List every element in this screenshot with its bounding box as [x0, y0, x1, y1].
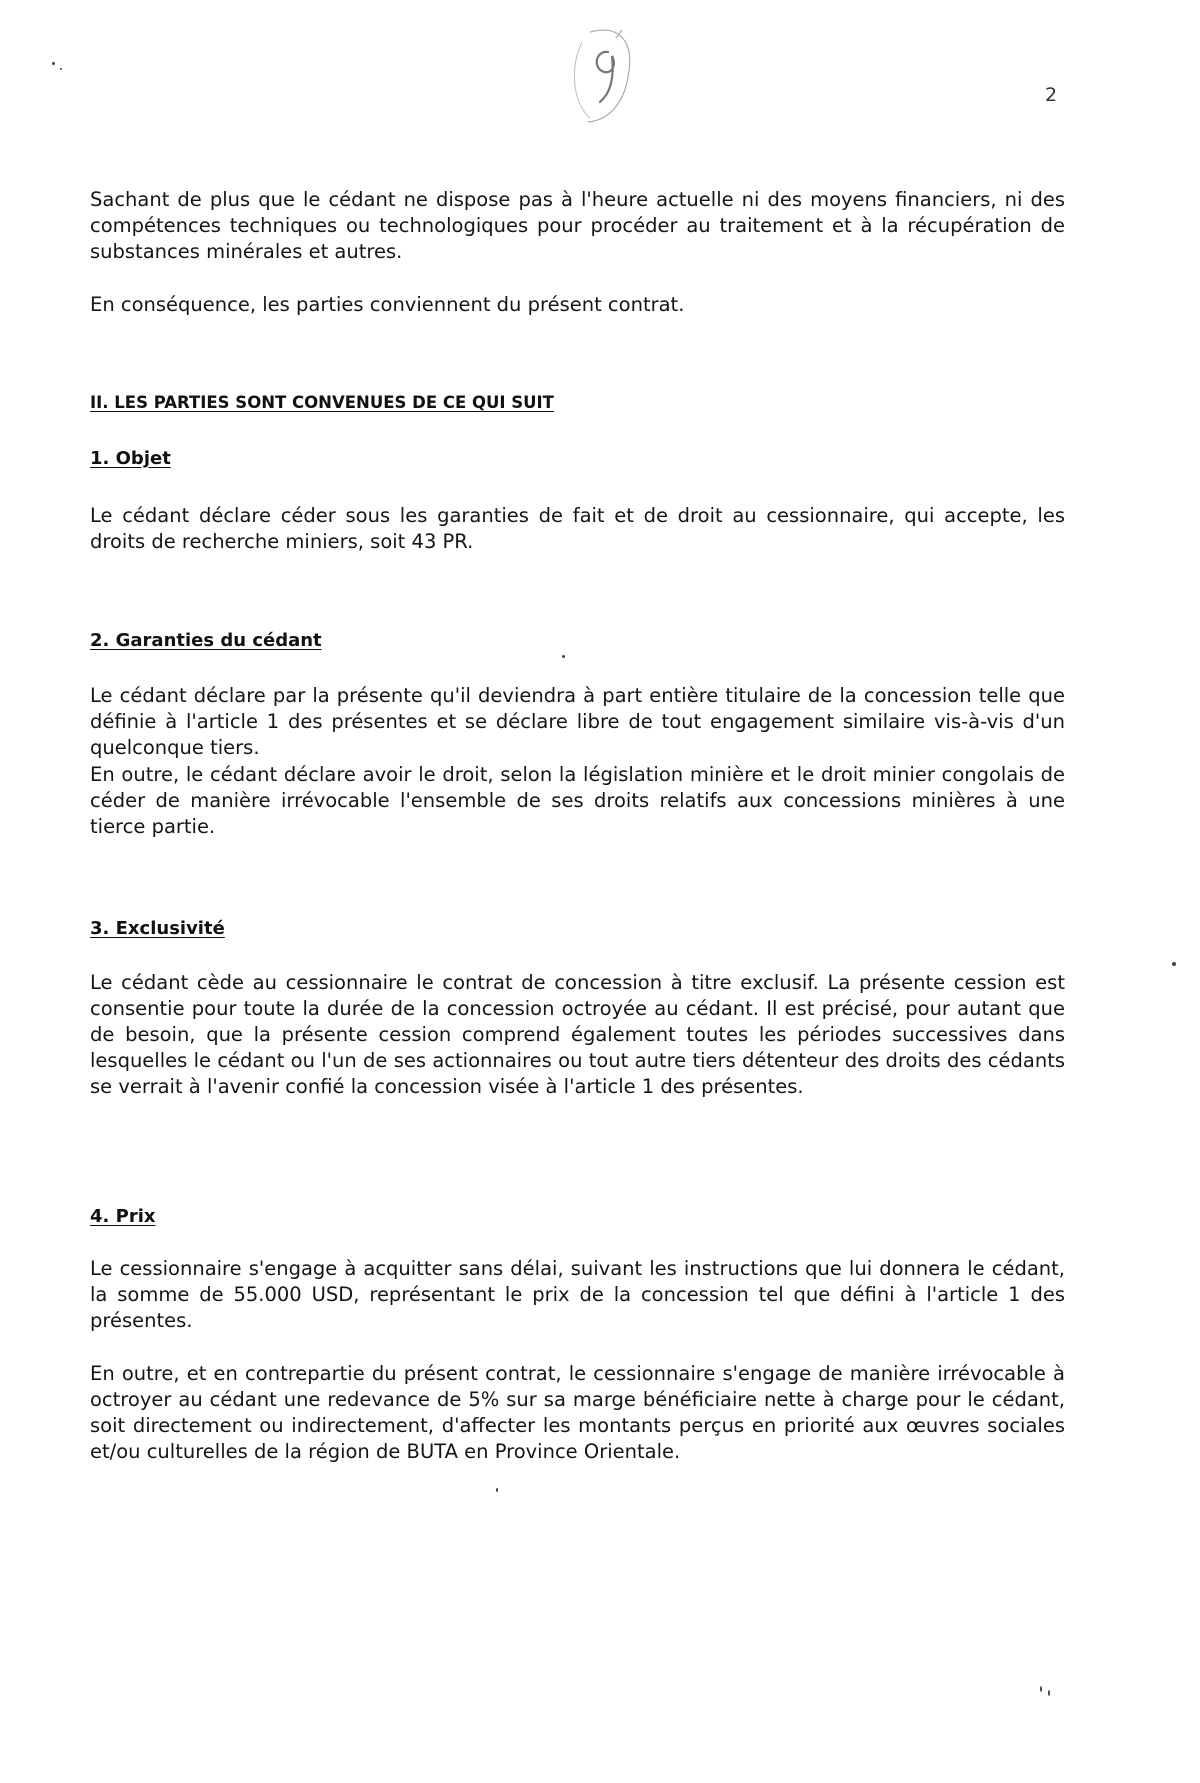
article-heading: 4. Prix — [90, 1206, 156, 1227]
scan-speck — [1172, 962, 1176, 966]
scan-speck — [1048, 1690, 1050, 1696]
article-paragraph: En outre, et en contrepartie du présent contrat, le cessionnaire s'engage de manière irrévocable à octroyer au cédant une redevance de 5% sur sa marge bénéficiaire nette à charge pour le cédant, soit directement ou indirectement, d'affecter les montants perçus en priorité aux œuvres sociales et/ou culturelles de la région de BUTA en Province Orientale. — [90, 1362, 1065, 1463]
scan-speck — [496, 1488, 498, 1492]
scan-speck — [562, 655, 565, 658]
intro-paragraph: Sachant de plus que le cédant ne dispose pas à l'heure actuelle ni des moyens financiers, ni des compétences techniques ou technologiques pour procéder au traitement et à la récupération de substances minérales et autres. — [90, 188, 1065, 263]
handwritten-folio-stamp — [560, 22, 640, 132]
article-paragraph: Le cédant déclare par la présente qu'il deviendra à part entière titulaire de la concession telle que définie à l'article 1 des présentes et se déclare libre de tout engagement similaire vis-à-vis d'un quelconque tiers. — [90, 684, 1065, 759]
article-paragraph: En outre, le cédant déclare avoir le droit, selon la législation minière et le droit minier congolais de céder de manière irrévocable l'ensemble de ses droits relatifs aux concessions minières à une tierce partie. — [90, 763, 1065, 838]
article-paragraph: Le cédant cède au cessionnaire le contrat de concession à titre exclusif. La présente cession est consentie pour toute la durée de la concession octroyée au cédant. Il est précisé, pour autant que de besoin, que la présente cession comprend également toutes les périodes successives dans lesquelles le cédant ou l'un de ses actionnaires ou tout autre tiers détenteur des droits des cédants se verrait à l'avenir confié la concession visée à l'article 1 des présentes. — [90, 971, 1065, 1098]
page-number: 2 — [1045, 84, 1058, 106]
article-heading: 2. Garanties du cédant — [90, 630, 322, 651]
article-heading: 3. Exclusivité — [90, 918, 225, 939]
article-paragraph: Le cédant déclare céder sous les garanties de fait et de droit au cessionnaire, qui accepte, les droits de recherche miniers, soit 43 PR. — [90, 504, 1065, 553]
scan-speck — [1040, 1686, 1042, 1692]
article-heading: 1. Objet — [90, 448, 171, 469]
section-heading: II. LES PARTIES SONT CONVENUES DE CE QUI SUIT — [90, 393, 554, 412]
scan-speck — [60, 68, 62, 70]
article-paragraph: Le cessionnaire s'engage à acquitter sans délai, suivant les instructions que lui donnera le cédant, la somme de 55.000 USD, représentant le prix de la concession tel que défini à l'article 1 des présentes. — [90, 1257, 1065, 1332]
intro-paragraph: En conséquence, les parties conviennent du présent contrat. — [90, 293, 685, 316]
scan-speck — [52, 62, 55, 65]
